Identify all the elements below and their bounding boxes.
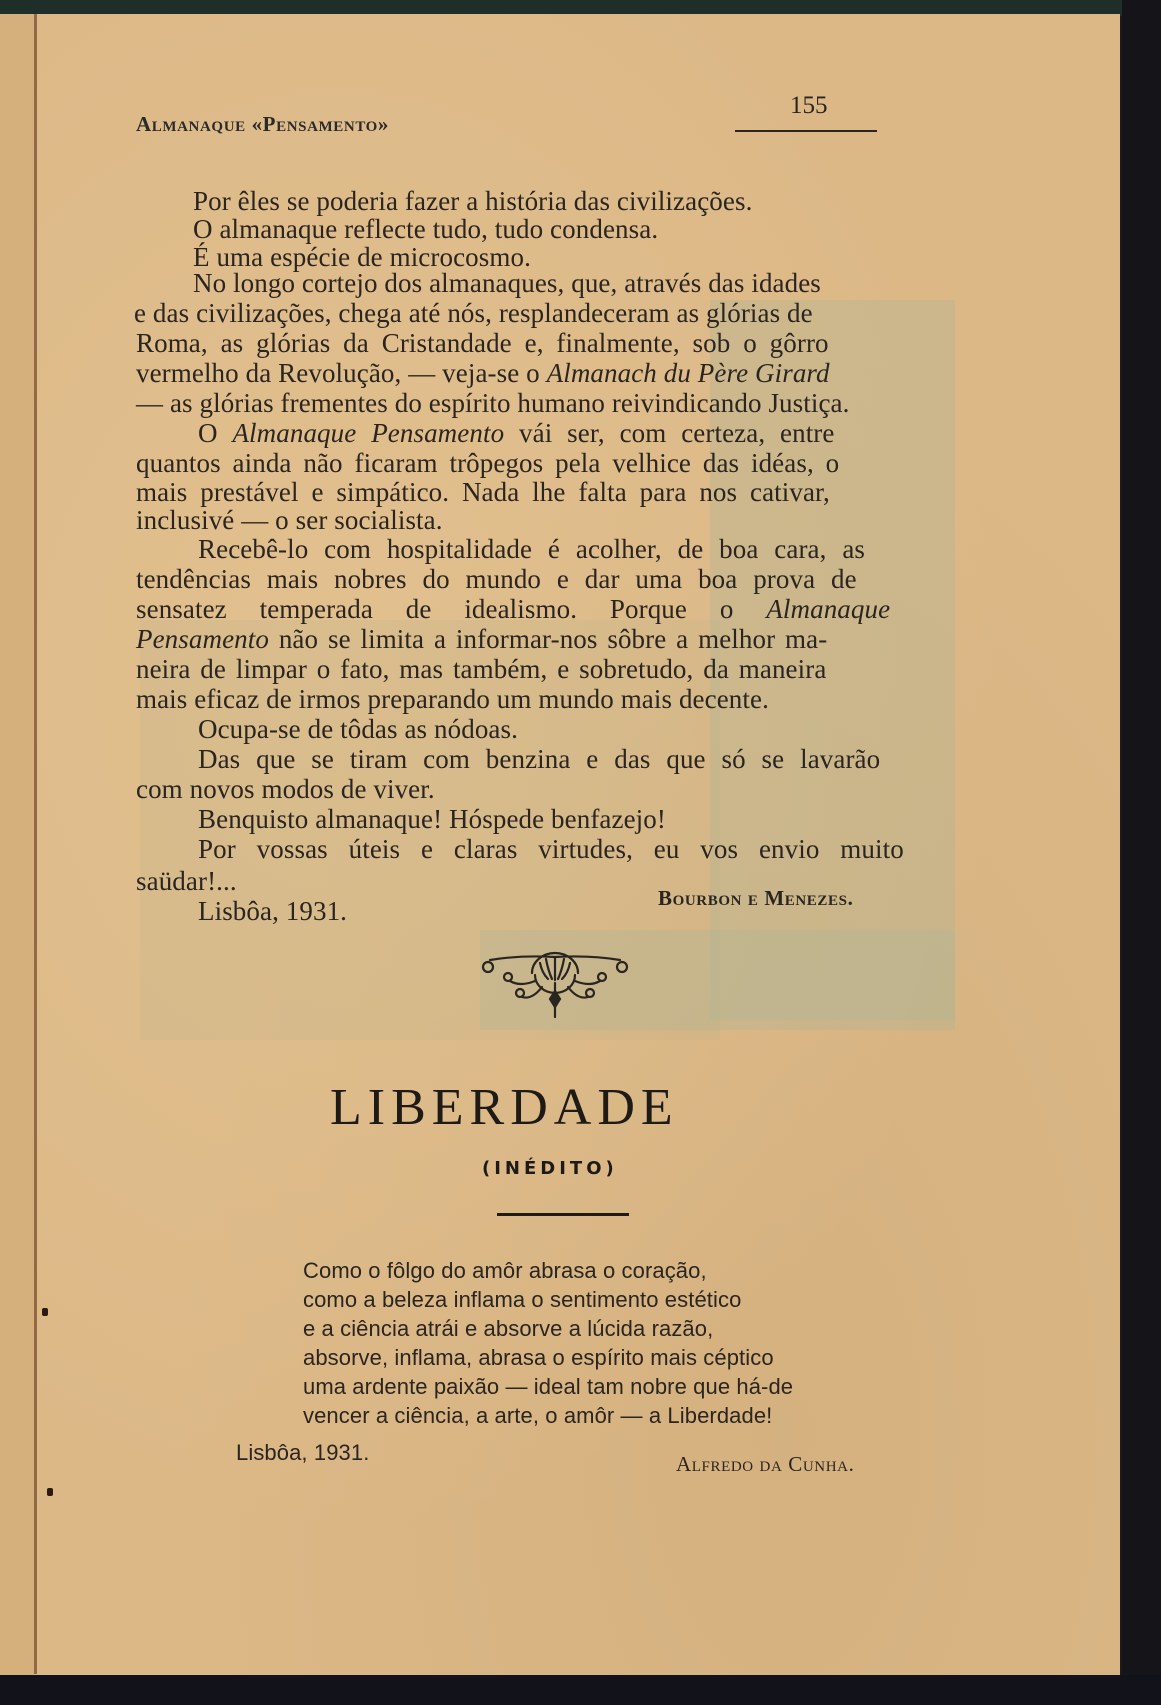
essay-line: Recebê-lo com hospitalidade é acolher, de boa cara, as xyxy=(198,534,866,564)
essay-line xyxy=(136,624,827,655)
essay-line: neira de limpar o fato, mas também, e sobretudo, da maneira xyxy=(136,654,827,684)
essay-line: inclusivé — o ser socialista. xyxy=(136,505,443,535)
essay-line xyxy=(136,358,830,389)
poem-line: e a ciência atrái e absorve a lúcida razão, xyxy=(303,1316,714,1341)
page-gutter-line xyxy=(34,14,37,1674)
essay-text: vermelho da Revolução, — veja-se o xyxy=(136,358,540,388)
essay-line: Roma, as glórias da Cristandade e, finalmente, sob o gôrro xyxy=(136,328,829,358)
poem-title-rule xyxy=(497,1213,629,1216)
essay-line: Das que se tiram com benzina e das que só se lavarão xyxy=(198,744,881,774)
essay-place-date: Lisbôa, 1931. xyxy=(198,896,348,926)
poem-line: uma ardente paixão — ideal tam nobre que há-de xyxy=(303,1374,794,1399)
running-title: Almanaque «Pensamento» xyxy=(136,112,390,136)
shell-scroll-ornament-icon xyxy=(480,945,630,1020)
essay-line: Por êles se poderia fazer a história das civilizações. xyxy=(193,186,753,216)
essay-line: Ocupa-se de tôdas as nódoas. xyxy=(198,714,518,744)
essay-line: O almanaque reflecte tudo, tudo condensa. xyxy=(193,214,659,244)
essay-line: Benquisto almanaque! Hóspede benfazejo! xyxy=(198,804,666,834)
binding-stain xyxy=(47,1488,53,1496)
poem-title: LIBERDADE xyxy=(330,1079,679,1136)
essay-text: sensatez temperada de idealismo. Porque o xyxy=(136,594,734,624)
essay-italic-title: Almanach du Père Girard xyxy=(546,358,830,388)
essay-text: O xyxy=(198,418,218,448)
page-number-rule xyxy=(735,130,877,132)
essay-italic-title: Almanaque Pensamento xyxy=(232,418,505,448)
poem-line: como a beleza inflama o sentimento estético xyxy=(303,1287,742,1312)
essay-line: e das civilizações, chega até nós, resplandeceram as glórias de xyxy=(134,298,813,328)
essay-line: É uma espécie de microcosmo. xyxy=(193,242,531,272)
scan-right-edge xyxy=(1122,0,1161,1705)
essay-text: não se limita a informar-nos sôbre a melhor ma- xyxy=(278,624,828,654)
essay-line xyxy=(136,594,890,625)
essay-line: Por vossas úteis e claras virtudes, eu vos envio muito xyxy=(198,834,904,864)
essay-line xyxy=(198,418,834,449)
essay-italic-title: Pensamento xyxy=(136,624,269,654)
scan-bottom-edge xyxy=(0,1675,1161,1705)
essay-italic-title: Almanaque xyxy=(766,594,891,624)
page-number: 155 xyxy=(790,92,828,119)
poem-author: Alfredo da Cunha. xyxy=(676,1452,855,1476)
essay-text: vái ser, com certeza, entre xyxy=(519,418,835,448)
essay-author: Bourbon e Menezes. xyxy=(658,886,854,910)
essay-line: quantos ainda não ficaram trôpegos pela velhice das idéas, o xyxy=(136,448,840,478)
essay-line: — as glórias frementes do espírito humano reivindicando Justiça. xyxy=(136,388,850,418)
poem-line: absorve, inflama, abrasa o espírito mais céptico xyxy=(303,1345,774,1370)
poem-line: vencer a ciência, a arte, o amôr — a Liberdade! xyxy=(303,1403,773,1428)
essay-line: saüdar!... xyxy=(136,866,237,896)
binding-stain xyxy=(42,1308,48,1316)
poem-subtitle: (INÉDITO) xyxy=(482,1158,618,1179)
poem-line: Como o fôlgo do amôr abrasa o coração, xyxy=(303,1258,707,1283)
essay-line: No longo cortejo dos almanaques, que, através das idades xyxy=(193,268,821,298)
essay-line: tendências mais nobres do mundo e dar uma boa prova de xyxy=(136,564,857,594)
facing-page-edge xyxy=(0,14,34,1676)
poem-place-date: Lisbôa, 1931. xyxy=(236,1440,370,1465)
essay-line: mais prestável e simpático. Nada lhe falta para nos cativar, xyxy=(136,477,830,507)
essay-line: mais eficaz de irmos preparando um mundo mais decente. xyxy=(136,684,769,714)
essay-line: com novos modos de viver. xyxy=(136,774,435,804)
